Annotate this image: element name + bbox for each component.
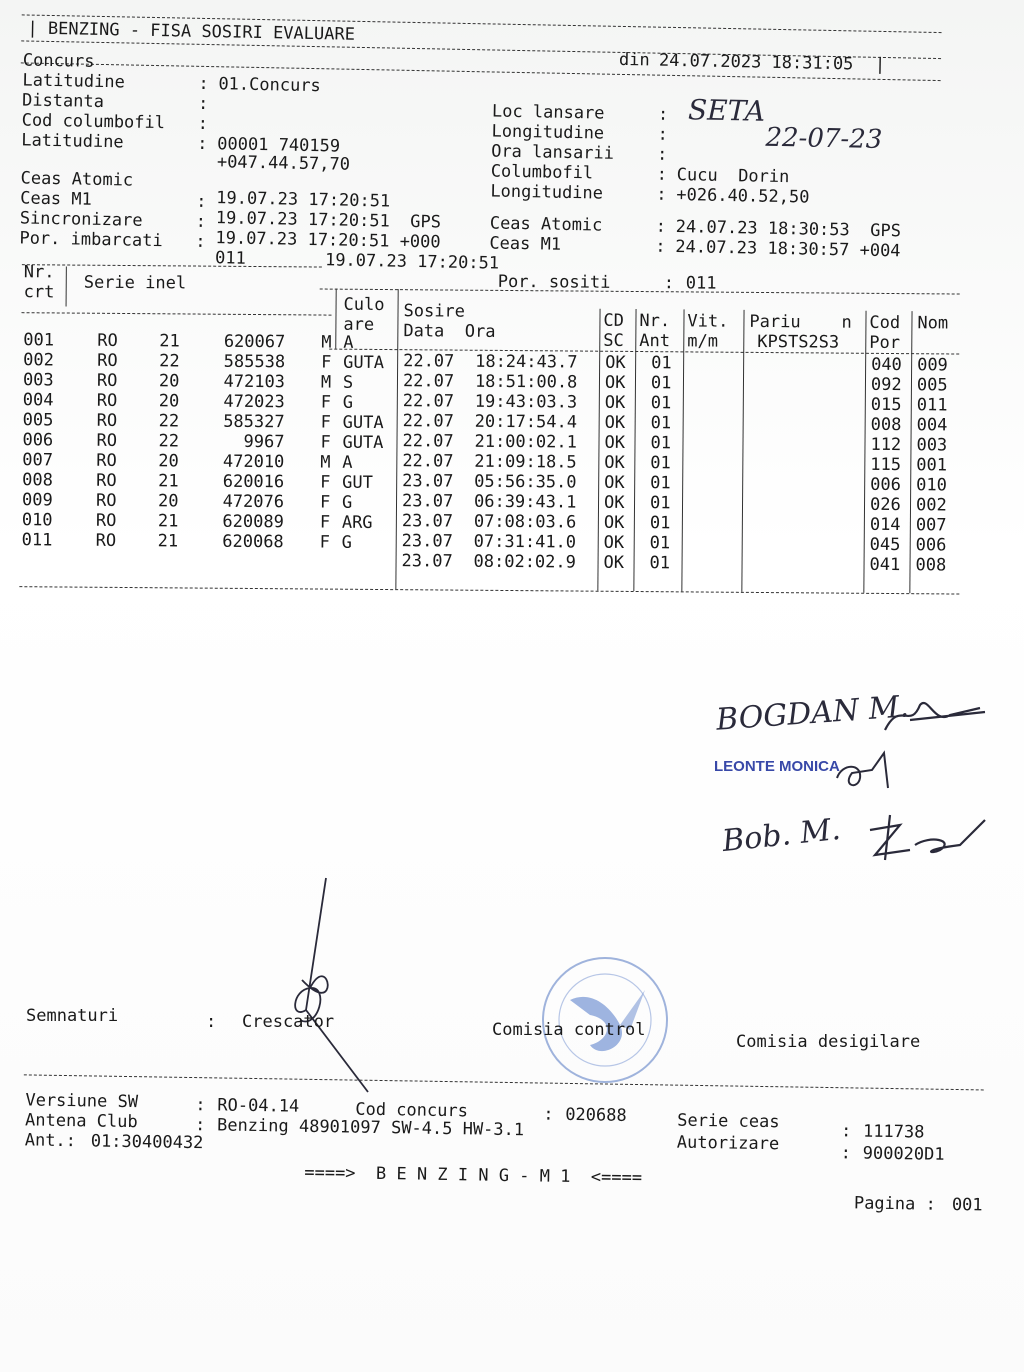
cell-ora: 19:43:03.3 <box>474 391 578 413</box>
cell-cd: OK <box>603 552 625 573</box>
cell-data: 22.07 <box>402 451 454 472</box>
cell-data: 23.07 <box>401 491 454 512</box>
cell-ora: 21:09:18.5 <box>474 451 577 473</box>
cell-inel: 585327 <box>223 411 285 433</box>
cell-ora: 08:02:02.9 <box>473 551 577 573</box>
colon: : <box>543 1104 554 1125</box>
colon: : <box>194 1115 206 1136</box>
th-kpst: KPSTS2S3 <box>757 331 840 353</box>
cell-data: 22.07 <box>403 351 455 372</box>
cell-nom: 009 <box>917 355 948 376</box>
cell-sex: M <box>320 452 331 473</box>
cell-data: 22.07 <box>402 371 455 392</box>
cell-nom: 011 <box>916 395 948 416</box>
cell-culoare: GUTA <box>342 412 384 434</box>
report-title: | BENZING - FISA SOSIRI EVALUARE <box>27 18 356 45</box>
cell-tara: RO <box>96 450 117 471</box>
cell-nr: 010 <box>21 510 53 531</box>
th-sc: SC <box>603 330 624 351</box>
th-pariu: Pariu n <box>749 311 852 333</box>
th-culo: Culo <box>343 294 385 316</box>
cell-inel: 472103 <box>223 371 286 393</box>
cell-sex: F <box>320 472 331 493</box>
colon: : <box>656 164 668 185</box>
cell-cd: OK <box>604 432 626 453</box>
colon: : <box>655 216 667 237</box>
cell-nom: 003 <box>916 435 948 456</box>
label-columbofil: Columbofil <box>490 161 594 184</box>
cell-nr: 007 <box>22 450 54 471</box>
cell-ora: 05:56:35.0 <box>474 471 577 493</box>
th-nom: Nom <box>917 313 949 334</box>
cell-nr: 003 <box>22 370 54 391</box>
th-serie-inel: Serie inel <box>83 272 187 294</box>
colon: : <box>195 191 207 212</box>
label-longitudine: Longitudine <box>491 121 605 144</box>
cell-culoare: G <box>341 492 353 513</box>
th-crt: crt <box>23 282 55 303</box>
cell-sex: M <box>320 372 332 393</box>
report-date: 24.07.2023 18:31:05 <box>658 50 854 75</box>
value-antena-club: Benzing 48901097 SW-4.5 HW-3.1 <box>216 1115 525 1141</box>
cell-cd: OK <box>603 512 625 533</box>
cell-nr: 011 <box>21 530 53 551</box>
cell-sex: F <box>320 392 332 413</box>
cell-cod-por: 115 <box>870 454 902 476</box>
cell-inel: 472023 <box>223 391 285 413</box>
colon: : <box>655 236 666 257</box>
cell-data: 22.07 <box>402 391 455 412</box>
colon: : <box>195 231 206 252</box>
label-right-ceas-m1: Ceas M1 <box>489 233 562 255</box>
value-columbofil: Cucu Dorin <box>676 165 790 188</box>
cell-nr-ant: 01 <box>650 473 671 494</box>
colon: : <box>840 1121 852 1142</box>
cell-an: 21 <box>158 471 179 492</box>
cell-data: 23.07 <box>402 471 454 492</box>
cell-an: 20 <box>158 391 180 412</box>
cell-tara: RO <box>95 530 117 551</box>
cell-an: 21 <box>159 331 180 352</box>
cell-cd: OK <box>604 472 625 493</box>
cell-tara: RO <box>96 430 118 451</box>
cell-inel: 472010 <box>222 451 285 473</box>
cell-ora: 07:08:03.6 <box>473 511 577 533</box>
value-loc-lansare: SETA <box>687 93 766 128</box>
th-data-ora: Data Ora <box>403 321 496 342</box>
cell-inel: 9967 <box>243 431 285 453</box>
label-semnaturi: Semnaturi <box>26 1006 119 1026</box>
cell-tara: RO <box>95 510 117 531</box>
label-concurs: Concurs <box>22 50 95 72</box>
cell-nr-ant: 01 <box>649 513 671 534</box>
header-rule-left <box>22 312 332 315</box>
cell-culoare: GUTA <box>343 352 385 374</box>
cell-inel: 620068 <box>222 531 284 553</box>
cell-cd: OK <box>604 372 626 393</box>
value-ceas-atomic: 19.07.23 17:20:51 <box>216 188 391 212</box>
cell-nr: 006 <box>22 430 54 451</box>
label-ceas-m1: Ceas M1 <box>20 188 93 210</box>
cell-cd: OK <box>603 492 625 513</box>
label-autorizare: Autorizare <box>676 1132 780 1155</box>
stamp-leonte-monica: LEONTE MONICA <box>714 758 840 775</box>
cell-nr-ant: 01 <box>650 373 672 394</box>
cell-an: 20 <box>157 491 179 512</box>
cell-ora: 06:39:43.1 <box>473 491 577 513</box>
th-cd: CD <box>603 310 625 331</box>
cell-ora: 18:24:43.7 <box>475 351 578 373</box>
value-cod-concurs: 020688 <box>565 1104 627 1126</box>
table-bottom-rule <box>19 586 959 594</box>
label-por-sositi: Por. sositi <box>497 271 611 293</box>
th-ant: Ant <box>639 331 671 352</box>
cell-tara: RO <box>97 350 118 371</box>
colon: : <box>195 211 207 232</box>
cell-an: 21 <box>157 531 179 552</box>
th-sosire: Sosire <box>403 301 466 322</box>
header-rule-right <box>320 289 960 295</box>
cell-inel: 472076 <box>222 491 285 513</box>
colon: : <box>656 144 668 165</box>
cell-sex: F <box>319 492 331 513</box>
cell-nr-ant: 01 <box>650 433 672 454</box>
label-por-imbarcati: Por. imbarcati <box>19 228 163 252</box>
cell-culoare: A <box>342 452 353 473</box>
cell-inel: 620016 <box>222 471 285 493</box>
colon: : <box>206 1012 217 1032</box>
label-antena-club: Antena Club <box>24 1110 138 1133</box>
label-ceas-atomic: Ceas Atomic <box>20 168 134 191</box>
cell-nom: 007 <box>915 515 947 536</box>
cell-nr-ant: 01 <box>649 533 671 554</box>
cell-nr: 002 <box>23 350 54 371</box>
label-latitudine: Latitudine <box>22 70 125 93</box>
cell-culoare: GUT <box>342 472 373 493</box>
cell-sex: F <box>321 352 332 373</box>
benzing-banner: ====> B E N Z I N G - M 1 <==== <box>304 1162 643 1189</box>
cell-nom: 002 <box>915 495 947 516</box>
colon: : <box>198 73 209 95</box>
colon: : <box>657 124 668 145</box>
th-vit: Vit. <box>687 311 729 332</box>
label-cod-concurs: Cod concurs <box>355 1099 469 1122</box>
colon: : <box>197 113 209 135</box>
value-ceas-m1: 19.07.23 17:20:51 GPS <box>215 208 442 233</box>
signature-loop-icon <box>832 748 902 793</box>
cell-tara: RO <box>95 490 117 511</box>
cell-cd: OK <box>604 392 626 413</box>
cell-inel: 620067 <box>223 331 286 353</box>
label-cod-columbofil: Cod columbofil <box>21 110 166 134</box>
cell-cd: OK <box>603 532 625 553</box>
label-latitudine-2: Latitudine <box>21 130 124 153</box>
value-por-imbarcati: 011 <box>214 248 246 269</box>
label-right-ceas-atomic: Ceas Atomic <box>489 213 603 236</box>
value-ant: 01:30400432 <box>90 1131 204 1154</box>
cell-nr: 008 <box>22 470 53 491</box>
cell-cd: OK <box>604 452 625 473</box>
crescator-signature-icon <box>270 870 390 1100</box>
label-comisia-control: Comisia control <box>492 1020 646 1040</box>
report-date-bar: | <box>874 54 886 76</box>
cell-nr: 001 <box>23 330 55 351</box>
signature-bob: Bob. M. <box>720 811 843 860</box>
value-serie-ceas: 111738 <box>862 1121 925 1143</box>
cell-nom: 008 <box>915 555 947 576</box>
cell-data: 22.07 <box>402 411 454 432</box>
signature-bogdan: BOGDAN M. <box>715 689 910 738</box>
cell-sex: M <box>321 332 332 353</box>
value-longitudine-2: +026.40.52,50 <box>676 185 810 208</box>
th-cod: Cod <box>869 312 901 334</box>
label-loc-lansare: Loc lansare <box>491 101 605 124</box>
label-distanta: Distanta <box>21 90 105 113</box>
cell-sex: F <box>319 512 331 533</box>
cell-an: 21 <box>157 511 179 532</box>
label-ant: Ant.: <box>24 1130 77 1152</box>
cell-an: 22 <box>158 431 180 452</box>
cell-data: 22.07 <box>402 431 454 452</box>
cell-ora: 07:31:41.0 <box>473 531 577 553</box>
value-right-ceas-atomic: 24.07.23 18:30:53 GPS <box>675 217 902 242</box>
arrivals-table <box>0 250 1024 618</box>
cell-culoare: G <box>341 532 353 553</box>
cell-nr: 005 <box>22 410 54 431</box>
cell-cd: OK <box>604 412 626 433</box>
cell-culoare: GUTA <box>342 432 384 454</box>
cell-nr: 004 <box>22 390 54 411</box>
label-versiune-sw: Versiune SW <box>25 1090 139 1113</box>
cell-tara: RO <box>96 390 118 411</box>
th-mm: m/m <box>687 331 719 352</box>
th-are: are <box>343 314 375 335</box>
cell-nr-ant: 01 <box>649 553 671 574</box>
cell-an: 22 <box>159 351 180 372</box>
cell-ora: 20:17:54.4 <box>474 411 578 433</box>
cell-culoare: ARG <box>341 512 373 533</box>
label-ora-lansarii: Ora lansarii <box>490 141 615 164</box>
value-versiune-sw: RO-04.14 <box>217 1095 300 1117</box>
label-comisia-desigilare: Comisia desigilare <box>736 1032 921 1052</box>
cell-cod-por: 015 <box>870 394 902 416</box>
cell-cod-por: 006 <box>870 474 901 496</box>
cell-nom: 001 <box>916 455 948 476</box>
value-latitudine: +047.44.57,70 <box>216 152 351 175</box>
value-por-sositi: 011 <box>685 273 717 294</box>
cell-data: 23.07 <box>401 511 454 532</box>
colon: : <box>840 1143 852 1164</box>
colon: : <box>656 184 667 205</box>
cell-tara: RO <box>96 470 117 491</box>
cell-inel: 620089 <box>222 511 284 533</box>
th-nr-ant: Nr. <box>639 311 671 332</box>
cell-cod-por: 041 <box>869 554 901 576</box>
label-pagina: Pagina : <box>853 1193 936 1215</box>
cell-data: 23.07 <box>401 531 453 552</box>
cell-culoare: G <box>342 392 354 413</box>
cell-tara: RO <box>96 370 118 391</box>
value-sincronizare: 19.07.23 17:20:51 +000 <box>215 228 441 253</box>
cell-sex: F <box>319 532 331 553</box>
value-pagina: 001 <box>951 1194 983 1216</box>
value-sincron-time: 19.07.23 17:20:51 <box>324 250 500 274</box>
cell-cod-por: 045 <box>869 534 901 556</box>
cell-nr-ant: 01 <box>650 453 671 474</box>
th-nr: Nr. <box>23 262 55 283</box>
value-right-ceas-m1: 24.07.23 18:30:57 +004 <box>675 237 901 262</box>
cell-cod-por: 092 <box>870 374 902 396</box>
report-date-label: din <box>618 49 650 71</box>
footer-block <box>0 1064 1024 1240</box>
colon: : <box>197 93 209 115</box>
cell-nom: 005 <box>916 375 948 396</box>
colon: : <box>657 104 669 125</box>
label-longitudine-2: Longitudine <box>490 181 604 204</box>
cell-nr-ant: 01 <box>649 493 671 514</box>
signature-scribble-icon <box>880 690 990 740</box>
cell-nr-ant: 01 <box>650 393 672 414</box>
cell-culoare: A <box>343 332 354 353</box>
cell-data: 23.07 <box>401 551 453 572</box>
label-serie-ceas: Serie ceas <box>677 1110 780 1133</box>
cell-cod-por: 040 <box>871 354 902 376</box>
col-divider <box>66 267 67 307</box>
value-concurs: 01.Concurs <box>218 74 321 97</box>
colon: : <box>195 1095 206 1116</box>
colon: : <box>197 133 208 155</box>
th-por: Por <box>869 332 901 354</box>
cell-inel: 585538 <box>223 351 286 373</box>
value-cod-columbofil: 00001 740159 <box>217 134 341 157</box>
cell-nom: 004 <box>916 415 948 436</box>
value-autorizare: 900020D1 <box>862 1143 945 1165</box>
cell-an: 22 <box>158 411 180 432</box>
cell-culoare: S <box>342 372 354 393</box>
label-sincronizare: Sincronizare <box>19 208 143 231</box>
cell-cd: OK <box>605 352 626 373</box>
cell-nom: 010 <box>916 475 947 496</box>
cell-nr: 009 <box>21 490 53 511</box>
cell-sex: F <box>320 432 331 453</box>
cell-tara: RO <box>96 410 118 431</box>
cell-an: 20 <box>158 371 180 392</box>
cell-nom: 006 <box>915 535 947 556</box>
cell-an: 20 <box>158 451 179 472</box>
cell-nr-ant: 01 <box>651 353 672 374</box>
cell-cod-por: 026 <box>869 494 901 516</box>
cell-cod-por: 014 <box>869 514 901 536</box>
cell-sex: F <box>320 412 331 433</box>
cell-ora: 18:51:00.8 <box>474 371 578 393</box>
cell-nr-ant: 01 <box>650 413 672 434</box>
cell-cod-por: 008 <box>870 414 902 436</box>
value-ora-lansarii: 22-07-23 <box>765 122 883 155</box>
cell-tara: RO <box>97 330 118 351</box>
cell-cod-por: 112 <box>870 434 902 456</box>
label-crescator: Crescator <box>242 1012 335 1032</box>
colon: : <box>663 273 675 294</box>
signature-zigzag-icon <box>860 810 990 865</box>
footer-rule <box>24 1074 984 1090</box>
cell-ora: 21:00:02.1 <box>474 431 577 453</box>
